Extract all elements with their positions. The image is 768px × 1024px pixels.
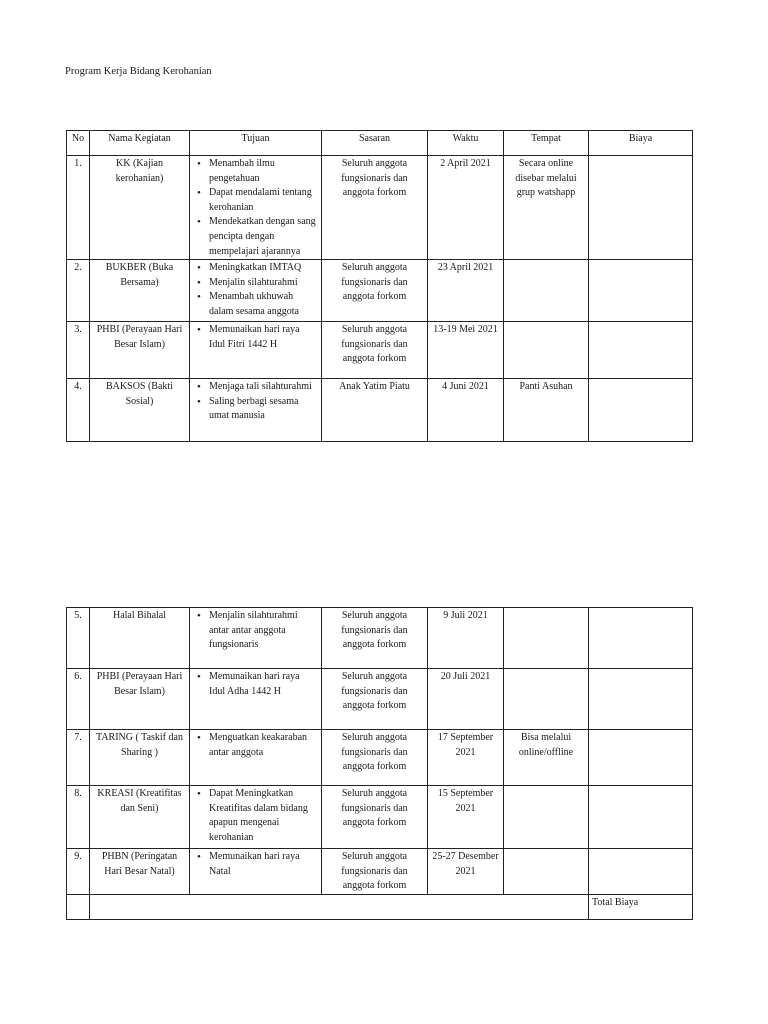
row-number: 2. — [67, 260, 90, 322]
tujuan-cell — [190, 156, 322, 260]
tujuan-cell — [190, 608, 322, 669]
tujuan-item: • Menambah ukhuwah dalam sesama anggota — [193, 290, 318, 319]
nama-kegiatan-cell: KK (Kajian kerohanian) — [90, 156, 190, 260]
waktu-cell: 13-19 Mei 2021 — [428, 322, 504, 379]
tujuan-list — [193, 157, 318, 259]
tempat-cell — [504, 849, 589, 895]
tujuan-list — [193, 731, 318, 760]
tujuan-list — [193, 261, 318, 319]
table-row — [67, 156, 693, 260]
sasaran-cell: Seluruh anggota fungsionaris dan anggota forkom — [322, 669, 428, 730]
waktu-cell: 4 Juni 2021 — [428, 379, 504, 442]
header-biaya: Biaya — [589, 131, 693, 156]
waktu-cell: 20 Juli 2021 — [428, 669, 504, 730]
nama-kegiatan-cell: PHBN (Peringatan Hari Besar Natal) — [90, 849, 190, 895]
sasaran-cell: Seluruh anggota fungsionaris dan anggota forkom — [322, 322, 428, 379]
row-number: 3. — [67, 322, 90, 379]
biaya-cell — [589, 786, 693, 849]
sasaran-cell: Seluruh anggota fungsionaris dan anggota forkom — [322, 849, 428, 895]
tempat-cell: Secara online disebar melalui grup watshapp — [504, 156, 589, 260]
tujuan-list — [193, 609, 318, 653]
sasaran-cell: Seluruh anggota fungsionaris dan anggota forkom — [322, 730, 428, 786]
program-table-part-1 — [66, 130, 693, 442]
tujuan-item: • Menguatkan keakaraban antar anggota — [193, 731, 318, 760]
tujuan-item: • Saling berbagi sesama umat manusia — [193, 395, 318, 424]
header-no: No — [67, 131, 90, 156]
tujuan-item: • Menjalin silahturahmi — [193, 276, 318, 291]
tujuan-cell — [190, 669, 322, 730]
tujuan-cell — [190, 260, 322, 322]
sasaran-cell: Seluruh anggota fungsionaris dan anggota forkom — [322, 786, 428, 849]
biaya-cell — [589, 608, 693, 669]
total-row-empty-cell — [90, 894, 589, 919]
table-row — [67, 322, 693, 379]
tujuan-item: • Menjaga tali silahturahmi — [193, 380, 318, 395]
biaya-cell — [589, 730, 693, 786]
tempat-cell — [504, 260, 589, 322]
nama-kegiatan-cell: PHBI (Perayaan Hari Besar Islam) — [90, 669, 190, 730]
tujuan-item: • Mendekatkan dengan sang pencipta dengan mempelajari ajarannya — [193, 215, 318, 259]
tujuan-item: • Dapat mendalami tentang kerohanian — [193, 186, 318, 215]
row-number: 9. — [67, 849, 90, 895]
table-row — [67, 730, 693, 786]
biaya-cell — [589, 849, 693, 895]
program-table-part-2 — [66, 607, 693, 920]
header-waktu: Waktu — [428, 131, 504, 156]
table-row — [67, 260, 693, 322]
table-row — [67, 849, 693, 895]
nama-kegiatan-cell: BAKSOS (Bakti Sosial) — [90, 379, 190, 442]
row-number: 5. — [67, 608, 90, 669]
nama-kegiatan-cell: KREASI (Kreatifitas dan Seni) — [90, 786, 190, 849]
tujuan-list — [193, 670, 318, 699]
tujuan-item: • Menambah ilmu pengetahuan — [193, 157, 318, 186]
row-number: 1. — [67, 156, 90, 260]
sasaran-cell: Anak Yatim Piatu — [322, 379, 428, 442]
table-row — [67, 379, 693, 442]
tujuan-cell — [190, 730, 322, 786]
total-biaya-label: Total Biaya — [589, 894, 693, 919]
tujuan-item: • Memunaikan hari raya Idul Adha 1442 H — [193, 670, 318, 699]
waktu-cell: 9 Juli 2021 — [428, 608, 504, 669]
row-number: 4. — [67, 379, 90, 442]
table-header-row — [67, 131, 693, 156]
nama-kegiatan-cell: TARING ( Taskif dan Sharing ) — [90, 730, 190, 786]
tujuan-list — [193, 323, 318, 352]
waktu-cell: 23 April 2021 — [428, 260, 504, 322]
tempat-cell: Bisa melalui online/offline — [504, 730, 589, 786]
sasaran-cell: Seluruh anggota fungsionaris dan anggota forkom — [322, 260, 428, 322]
tujuan-cell — [190, 379, 322, 442]
tujuan-list — [193, 850, 318, 879]
tujuan-list — [193, 787, 318, 845]
tujuan-list — [193, 380, 318, 424]
biaya-cell — [589, 379, 693, 442]
tujuan-item: • Memunaikan hari raya Idul Fitri 1442 H — [193, 323, 318, 352]
waktu-cell: 17 September 2021 — [428, 730, 504, 786]
table-row — [67, 786, 693, 849]
tempat-cell — [504, 322, 589, 379]
tempat-cell — [504, 608, 589, 669]
tujuan-item: • Memunaikan hari raya Natal — [193, 850, 318, 879]
biaya-cell — [589, 322, 693, 379]
tempat-cell — [504, 669, 589, 730]
nama-kegiatan-cell: Halal Bihalal — [90, 608, 190, 669]
row-number: 8. — [67, 786, 90, 849]
sasaran-cell: Seluruh anggota fungsionaris dan anggota forkom — [322, 608, 428, 669]
waktu-cell: 2 April 2021 — [428, 156, 504, 260]
total-row — [67, 894, 693, 919]
table-row — [67, 608, 693, 669]
tujuan-item: • Meningkatkan IMTAQ — [193, 261, 318, 276]
row-number: 6. — [67, 669, 90, 730]
nama-kegiatan-cell: PHBI (Perayaan Hari Besar Islam) — [90, 322, 190, 379]
header-nama-kegiatan: Nama Kegiatan — [90, 131, 190, 156]
tujuan-item: • Dapat Meningkatkan Kreatifitas dalam bidang apapun mengenai kerohanian — [193, 787, 318, 845]
biaya-cell — [589, 156, 693, 260]
header-tujuan: Tujuan — [190, 131, 322, 156]
header-sasaran: Sasaran — [322, 131, 428, 156]
tempat-cell: Panti Asuhan — [504, 379, 589, 442]
document-title: Program Kerja Bidang Kerohanian — [65, 66, 212, 77]
waktu-cell: 15 September 2021 — [428, 786, 504, 849]
biaya-cell — [589, 260, 693, 322]
sasaran-cell: Seluruh anggota fungsionaris dan anggota forkom — [322, 156, 428, 260]
total-row-no-cell — [67, 894, 90, 919]
waktu-cell: 25-27 Desember 2021 — [428, 849, 504, 895]
tujuan-cell — [190, 849, 322, 895]
biaya-cell — [589, 669, 693, 730]
header-tempat: Tempat — [504, 131, 589, 156]
nama-kegiatan-cell: BUKBER (Buka Bersama) — [90, 260, 190, 322]
tujuan-cell — [190, 786, 322, 849]
row-number: 7. — [67, 730, 90, 786]
tujuan-cell — [190, 322, 322, 379]
tujuan-item: • Menjalin silahturahmi antar antar anggota fungsionaris — [193, 609, 318, 653]
table-row — [67, 669, 693, 730]
tempat-cell — [504, 786, 589, 849]
